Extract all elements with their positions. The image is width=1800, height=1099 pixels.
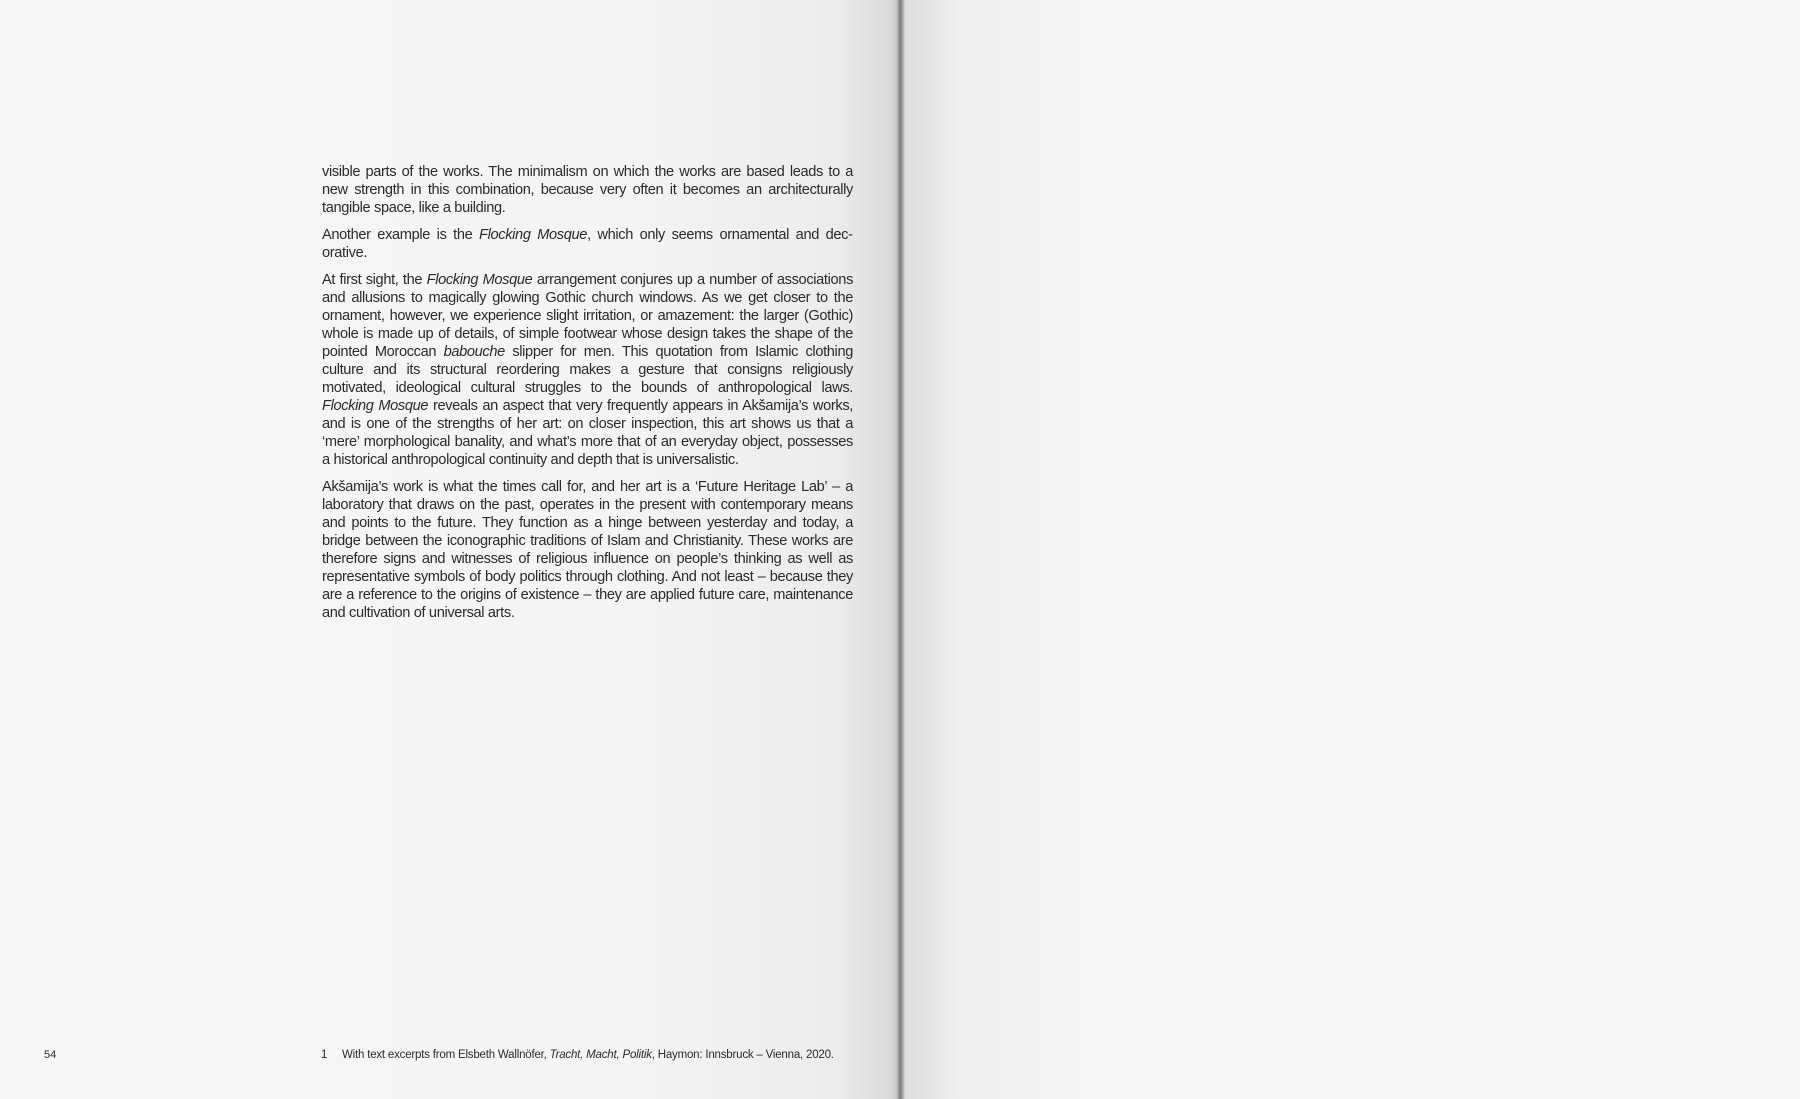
- paragraph: [322, 271, 853, 469]
- italic-title: Flocking Mosque: [322, 398, 429, 414]
- italic-title: Flocking Mosque: [479, 227, 588, 243]
- italic-title: babouche: [443, 344, 505, 360]
- text-run: With text excerpts from Elsbeth Wallnöfer,: [342, 1049, 550, 1061]
- text-run: Akšamija’s work is what the times call for, and her art is a ‘Future Heritage Lab’ – a laboratory that draws on the past, operates in the present with contemporary means and points to the future. They function as a hinge between yesterday and today, a bridge between the iconographic traditions of Islam and Christianity. These works are therefore signs and witnesses of religious influence on people’s thinking as well as representative symbols of body politics through clothing. And not least – because they are a reference to the origins of existence – they are applied future care, maintenance and cultivation of universal arts.: [322, 479, 853, 621]
- footnote-text: [342, 1049, 834, 1061]
- text-run: , Haymon: Innsbruck – Vienna, 2020.: [651, 1049, 834, 1061]
- footnote-number: 1: [321, 1049, 328, 1061]
- text-run: slipper for men. This quotation from Islamic clothing culture and its structural reordering makes a gesture that consigns religiously motivated, ideological cultural struggles to the bounds of anthropological laws.: [322, 344, 853, 396]
- text-run: visible parts of the works. The minimalism on which the works are based leads to a new strength in this combination, because very often it becomes an architecturally tangible space, like a building.: [322, 164, 853, 216]
- text-run: arrangement conjures up a number of associations and allusions to magically glowing Gothic church windows. As we get closer to the ornament, however, we experience slight irritation, or amazement: the larger (Gothic) whole is made up of details, of simple footwear whose design takes the shape of the pointed Moroccan: [322, 272, 854, 360]
- paragraph: [322, 478, 853, 622]
- italic-title: Flocking Mosque: [426, 272, 533, 288]
- page-number: 54: [44, 1049, 57, 1061]
- text-run: At first sight, the: [322, 272, 427, 288]
- text-run: Another example is the: [322, 227, 480, 243]
- italic-title: Tracht, Macht, Politik: [549, 1049, 652, 1061]
- footnote: [321, 1049, 834, 1061]
- paragraph: [322, 163, 853, 217]
- text-run: reveals an aspect that very frequently appears in Akšamija’s works, and is one of the strengths of her art: on closer inspection, this art shows us that a ‘mere’ morphological banality, and what’s more that of an everyday object, possesses a historical anthropological continuity and depth that is universalistic.: [322, 398, 853, 468]
- book-gutter: [897, 0, 905, 1099]
- paragraph: [322, 226, 853, 262]
- text-run: , which only seems ornamental and decorative.: [322, 227, 853, 261]
- right-page: [905, 0, 1800, 1099]
- body-text: [322, 163, 853, 631]
